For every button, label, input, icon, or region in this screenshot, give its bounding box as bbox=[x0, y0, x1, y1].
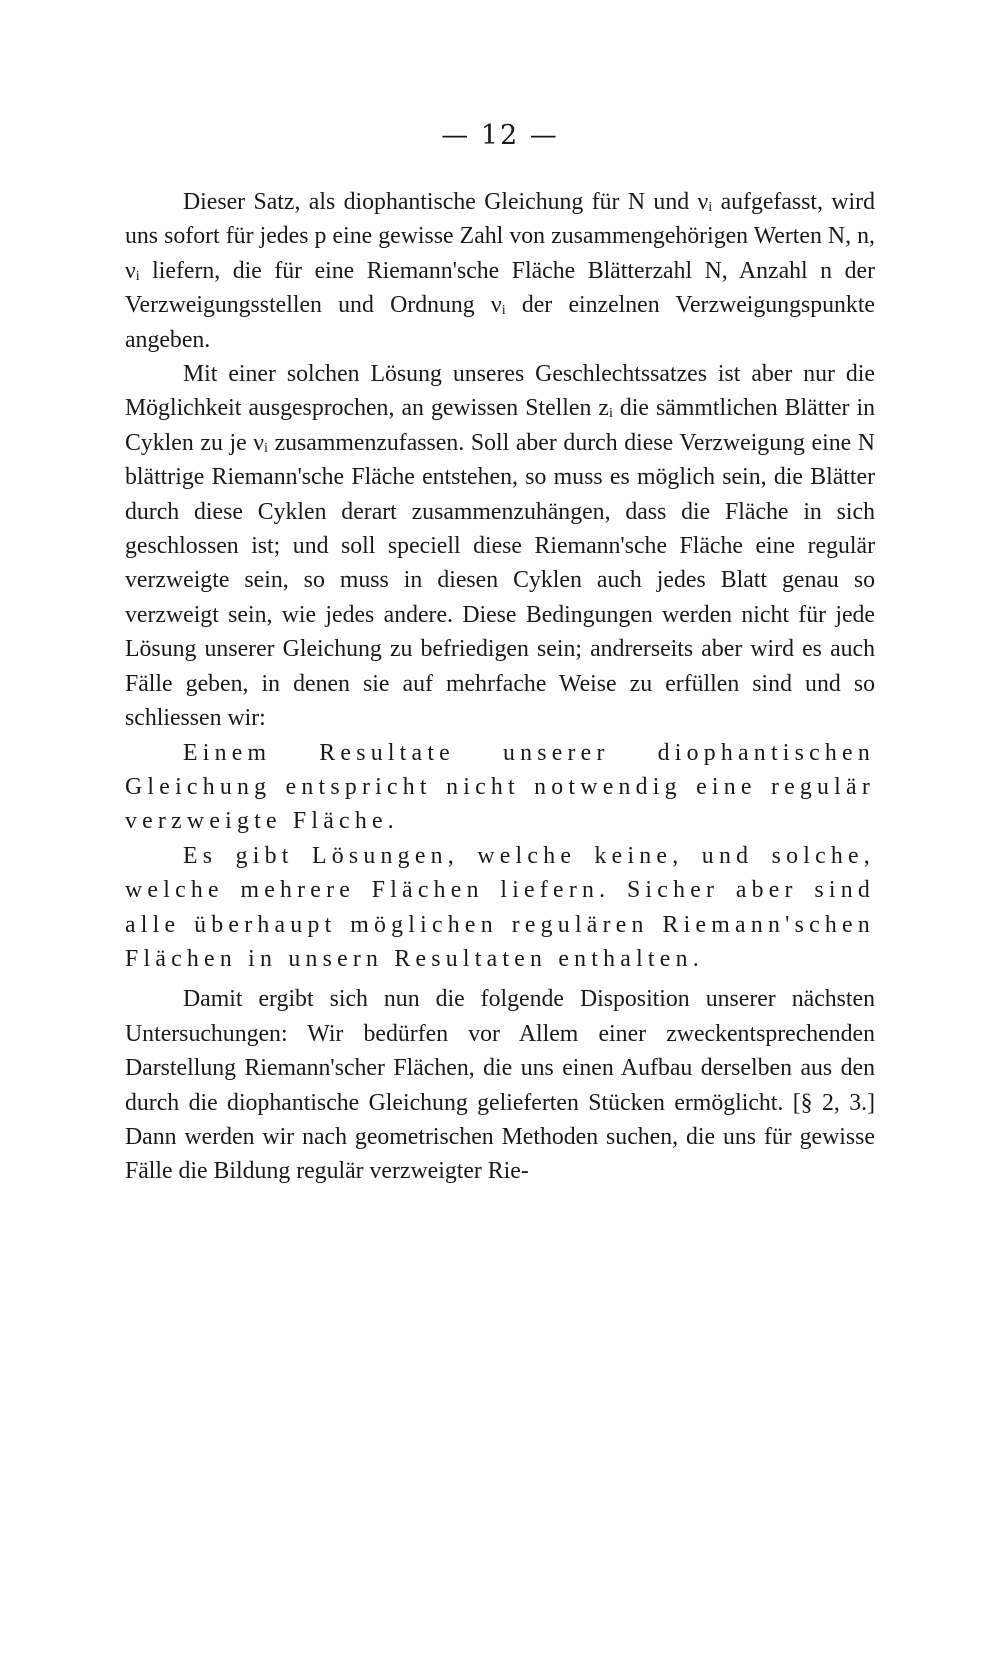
paragraph-genus-theorem: Dieser Satz, als diophantische Gleichung für N und νᵢ aufgefasst, wird uns sofort für jedes p eine gewisse Zahl von zusammengehörigen Werten N, n, νᵢ liefern, die für eine Riemann'sche Fläche Blätterzahl N, Anzahl n der Verzweigungsstellen und Ordnung νᵢ der einzelnen Verzweigungspunkte angeben. bbox=[125, 189, 875, 353]
book-page bbox=[125, 120, 875, 1189]
paragraph-solution-conditions: Mit einer solchen Lösung unseres Geschlechtssatzes ist aber nur die Möglichkeit ausgesprochen, an gewissen Stellen zᵢ die sämmtlichen Blätter in Cyklen zu je νᵢ zusammenzufassen. Soll aber durch diese Verzweigung eine N blättrige Riemann'sche Fläche entstehen, so muss es möglich sein, die Blätter durch diese Cyklen derart zusammenzuhängen, dass die Fläche in sich geschlossen ist; und soll speciell diese Riemann'sche Fläche eine regulär verzweigte sein, so muss in diesen Cyklen auch jedes Blatt genau so verzweigt sein, wie jedes andere. Diese Bedingungen werden nicht für jede Lösung unserer Gleichung zu befriedigen sein; andrerseits aber wird es auch Fälle geben, in denen sie auf mehrfache Weise zu erfüllen sind und so schliessen wir: bbox=[125, 361, 875, 732]
paragraph-result-statement: Einem Resultate unserer diophantischen Gleichung entspricht nicht notwendig eine regulär verzweigte Fläche. bbox=[125, 739, 875, 835]
paragraph-disposition: Damit ergibt sich nun die folgende Disposition unserer nächsten Untersuchungen: Wir bedürfen vor Allem einer zweckentsprechenden Darstellung Riemann'scher Flächen, die uns einen Aufbau derselben aus den durch die diophantische Gleichung gelieferten Stücken ermöglicht. [§ 2, 3.] Dann werden wir nach geometrischen Methoden suchen, die uns für gewisse Fälle die Bildung regulär verzweigter Rie- bbox=[125, 986, 875, 1185]
paragraph-solutions-statement: Es gibt Lösungen, welche keine, und solche, welche mehrere Flächen liefern. Sicher aber sind alle überhaupt möglichen regulären Riemann'schen Flächen in unsern Resultaten enthalten. bbox=[125, 842, 875, 972]
page-number: — 12 — bbox=[441, 120, 559, 151]
